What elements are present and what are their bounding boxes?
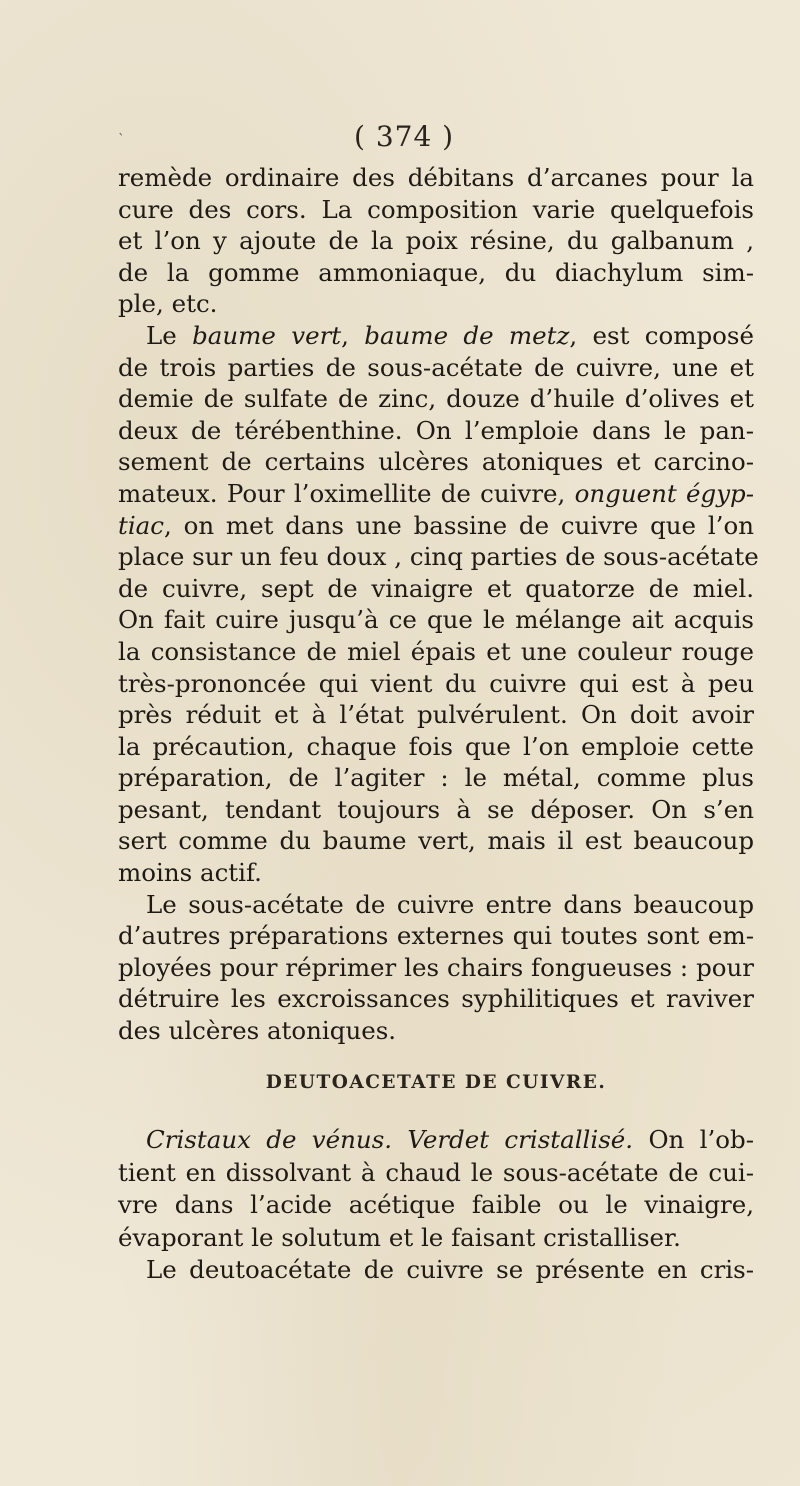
paragraph-5 bbox=[118, 1254, 754, 1287]
italic-term: onguent égyp- bbox=[574, 478, 754, 508]
text-line: pesant, tendant toujours à se déposer. On s’en bbox=[118, 794, 754, 824]
text-line: sert comme du baume vert, mais il est beaucoup bbox=[118, 826, 754, 856]
text-line: Le sous-acétate de cuivre entre dans beaucoup bbox=[146, 889, 754, 919]
text-line: demie de sulfate de zinc, douze d’huile d’olives et bbox=[118, 384, 754, 414]
text-span: On l’ob- bbox=[633, 1125, 754, 1154]
text-line: la précaution, chaque fois que l’on emploie cette bbox=[118, 731, 754, 761]
text-span: mateux. Pour l’oximellite de cuivre, bbox=[118, 478, 575, 508]
text-line bbox=[118, 320, 754, 352]
text-line: de cuivre, sept de vinaigre et quatorze de miel. bbox=[118, 573, 754, 603]
text-line: des ulcères atoniques. bbox=[118, 1016, 397, 1046]
body-text bbox=[118, 162, 759, 1047]
text-line: sement de certains ulcères atoniques et carcino- bbox=[118, 447, 754, 477]
page-header bbox=[118, 120, 754, 160]
italic-term: tiac bbox=[118, 510, 165, 540]
text-line: moins actif. bbox=[118, 858, 262, 888]
text-line: près réduit et à l’état pulvérulent. On doit avoir bbox=[118, 700, 754, 730]
paragraph-4 bbox=[118, 1124, 754, 1254]
text-span: , on met dans une bassine de cuivre que l’on bbox=[164, 510, 754, 540]
header-mark: ` bbox=[118, 132, 125, 148]
paragraph-2 bbox=[118, 320, 759, 889]
text-line bbox=[118, 1124, 754, 1157]
text-line bbox=[118, 510, 754, 542]
text-line: de la gomme ammoniaque, du diachylum sim- bbox=[118, 257, 754, 287]
paragraph-1 bbox=[118, 162, 754, 320]
body-text-section bbox=[118, 1124, 754, 1287]
text-line: détruire les excroissances syphilitiques et raviver bbox=[118, 984, 754, 1014]
text-line: On fait cuire jusqu’à ce que le mélange ait acquis bbox=[118, 605, 754, 635]
text-span: , est composé bbox=[569, 320, 754, 350]
text-line: ple, etc. bbox=[118, 289, 218, 319]
italic-term: Cristaux de vénus. Verdet cristallisé. bbox=[146, 1125, 634, 1154]
text-line: vre dans l’acide acétique faible ou le vinaigre, bbox=[118, 1190, 754, 1219]
text-line: tient en dissolvant à chaud le sous-acétate de cui- bbox=[118, 1157, 754, 1187]
text-line: place sur un feu doux , cinq parties de sous-acétate bbox=[118, 542, 759, 572]
text-line: de trois parties de sous-acétate de cuivre, une et bbox=[118, 352, 754, 382]
text-line: préparation, de l’agiter : le métal, comme plus bbox=[118, 763, 754, 793]
text-line: remède ordinaire des débitans d’arcanes pour la bbox=[118, 163, 754, 192]
section-heading: DEUTOACETATE DE CUIVRE. bbox=[265, 1072, 607, 1093]
text-span: , bbox=[341, 320, 365, 350]
italic-term: baume de metz bbox=[364, 320, 570, 350]
text-line: évaporant le solutum et le faisant cristalliser. bbox=[118, 1222, 681, 1252]
text-line: ployées pour réprimer les chairs fongueuses : pour bbox=[118, 952, 754, 982]
text-line: la consistance de miel épais et une couleur rouge bbox=[118, 636, 754, 666]
text-line: d’autres préparations externes qui toutes sont em- bbox=[118, 921, 754, 951]
text-line: cure des cors. La composition varie quelquefois bbox=[118, 194, 754, 224]
text-line: Le deutoacétate de cuivre se présente en cris- bbox=[146, 1255, 754, 1284]
text-line: et l’on y ajoute de la poix résine, du galbanum , bbox=[118, 226, 754, 256]
page-number: ( 374 ) bbox=[354, 120, 455, 153]
text-line: deux de térébenthine. On l’emploie dans le pan- bbox=[118, 415, 754, 445]
text-line bbox=[118, 478, 754, 510]
italic-term: baume vert bbox=[192, 320, 342, 350]
text-line: très-prononcée qui vient du cuivre qui est à peu bbox=[118, 668, 754, 698]
paragraph-3 bbox=[118, 889, 754, 1047]
text-span: Le bbox=[146, 320, 193, 350]
